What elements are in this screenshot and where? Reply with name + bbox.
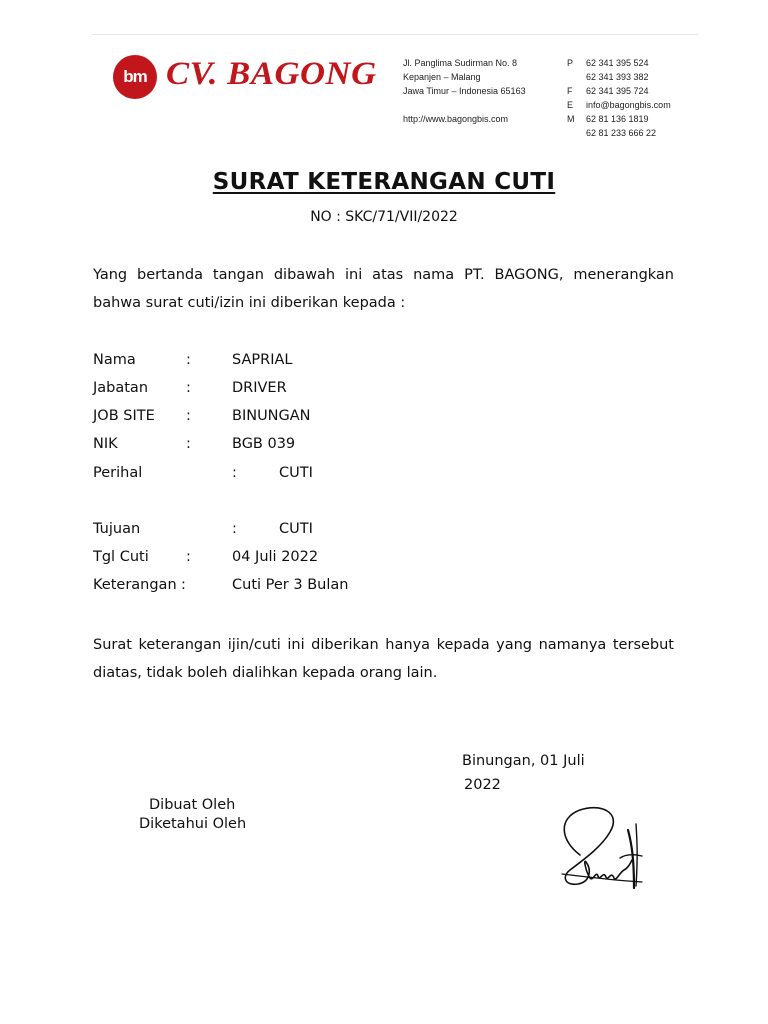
field-value: DRIVER (232, 380, 287, 396)
place-date-year: 2022 (464, 777, 501, 793)
contact-label: E (567, 100, 574, 110)
document-number: NO : SKC/71/VII/2022 (310, 209, 458, 225)
contact-label: P (567, 58, 574, 68)
contact-label (567, 70, 586, 84)
contact-row (567, 126, 671, 140)
field-colon: : (232, 465, 237, 481)
contact-value: info@bagongbis.com (586, 100, 671, 110)
address-line: Kepanjen – Malang (403, 72, 481, 82)
field-value: CUTI (279, 465, 313, 481)
contact-label: M (567, 114, 575, 124)
field-colon: : (186, 549, 191, 565)
contact-row (567, 56, 671, 70)
field-value: SAPRIAL (232, 352, 293, 368)
field-label: Keterangan (93, 577, 177, 593)
address-spacer (403, 98, 526, 112)
company-address (403, 56, 526, 126)
document-title: SURAT KETERANGAN CUTI (212, 169, 556, 195)
field-value: BGB 039 (232, 436, 296, 452)
contact-value: 62 341 393 382 (586, 72, 649, 82)
field-label: Tujuan (93, 521, 141, 537)
field-colon: : (232, 521, 237, 537)
field-value: 04 Juli 2022 (232, 549, 319, 565)
closing-paragraph: Surat keterangan ijin/cuti ini diberikan hanya kepada yang namanya tersebut diatas, tidak boleh dialihkan kepada orang lain. (93, 637, 674, 681)
company-name: CV. BAGONG (166, 56, 377, 92)
contact-value: 62 341 395 524 (586, 58, 649, 68)
field-value: CUTI (279, 521, 313, 537)
address-line: Jawa Timur – Indonesia 65163 (403, 86, 526, 96)
logo-text: bm (123, 67, 147, 86)
field-label: NIK (93, 436, 118, 452)
company-contacts (567, 56, 671, 140)
letterhead-divider (92, 34, 698, 35)
contact-row (567, 112, 671, 126)
field-colon: : (186, 352, 191, 368)
place-date-line: Binungan, 01 Juli (462, 753, 585, 769)
contact-row (567, 84, 671, 98)
place-date (462, 749, 674, 797)
made-by-label: Dibuat Oleh (149, 797, 236, 813)
field-value: BINUNGAN (232, 408, 311, 424)
company-website: http://www.bagongbis.com (403, 114, 509, 124)
field-label: Jabatan (93, 380, 149, 396)
field-label: Perihal (93, 465, 143, 481)
contact-row (567, 70, 671, 84)
field-colon: : (186, 408, 191, 424)
contact-label (567, 126, 586, 140)
contact-label: F (567, 86, 573, 96)
field-colon: : (181, 577, 186, 593)
handwritten-signature-icon (550, 800, 650, 892)
field-label: Tgl Cuti (93, 549, 149, 565)
known-by-label: Diketahui Oleh (139, 816, 247, 832)
address-line: Jl. Panglima Sudirman No. 8 (403, 58, 518, 68)
bm-logo-icon (113, 55, 157, 99)
contact-value: 62 341 395 724 (586, 86, 649, 96)
field-label: JOB SITE (93, 408, 155, 424)
intro-paragraph: Yang bertanda tangan dibawah ini atas nama PT. BAGONG, menerangkan bahwa surat cuti/izin ini diberikan kepada : (93, 267, 674, 311)
field-colon: : (186, 436, 191, 452)
contact-value: 62 81 136 1819 (586, 114, 649, 124)
field-colon: : (186, 380, 191, 396)
field-value: Cuti Per 3 Bulan (232, 577, 349, 593)
contact-row (567, 98, 671, 112)
field-label: Nama (93, 352, 136, 368)
contact-value: 62 81 233 666 22 (586, 128, 657, 138)
